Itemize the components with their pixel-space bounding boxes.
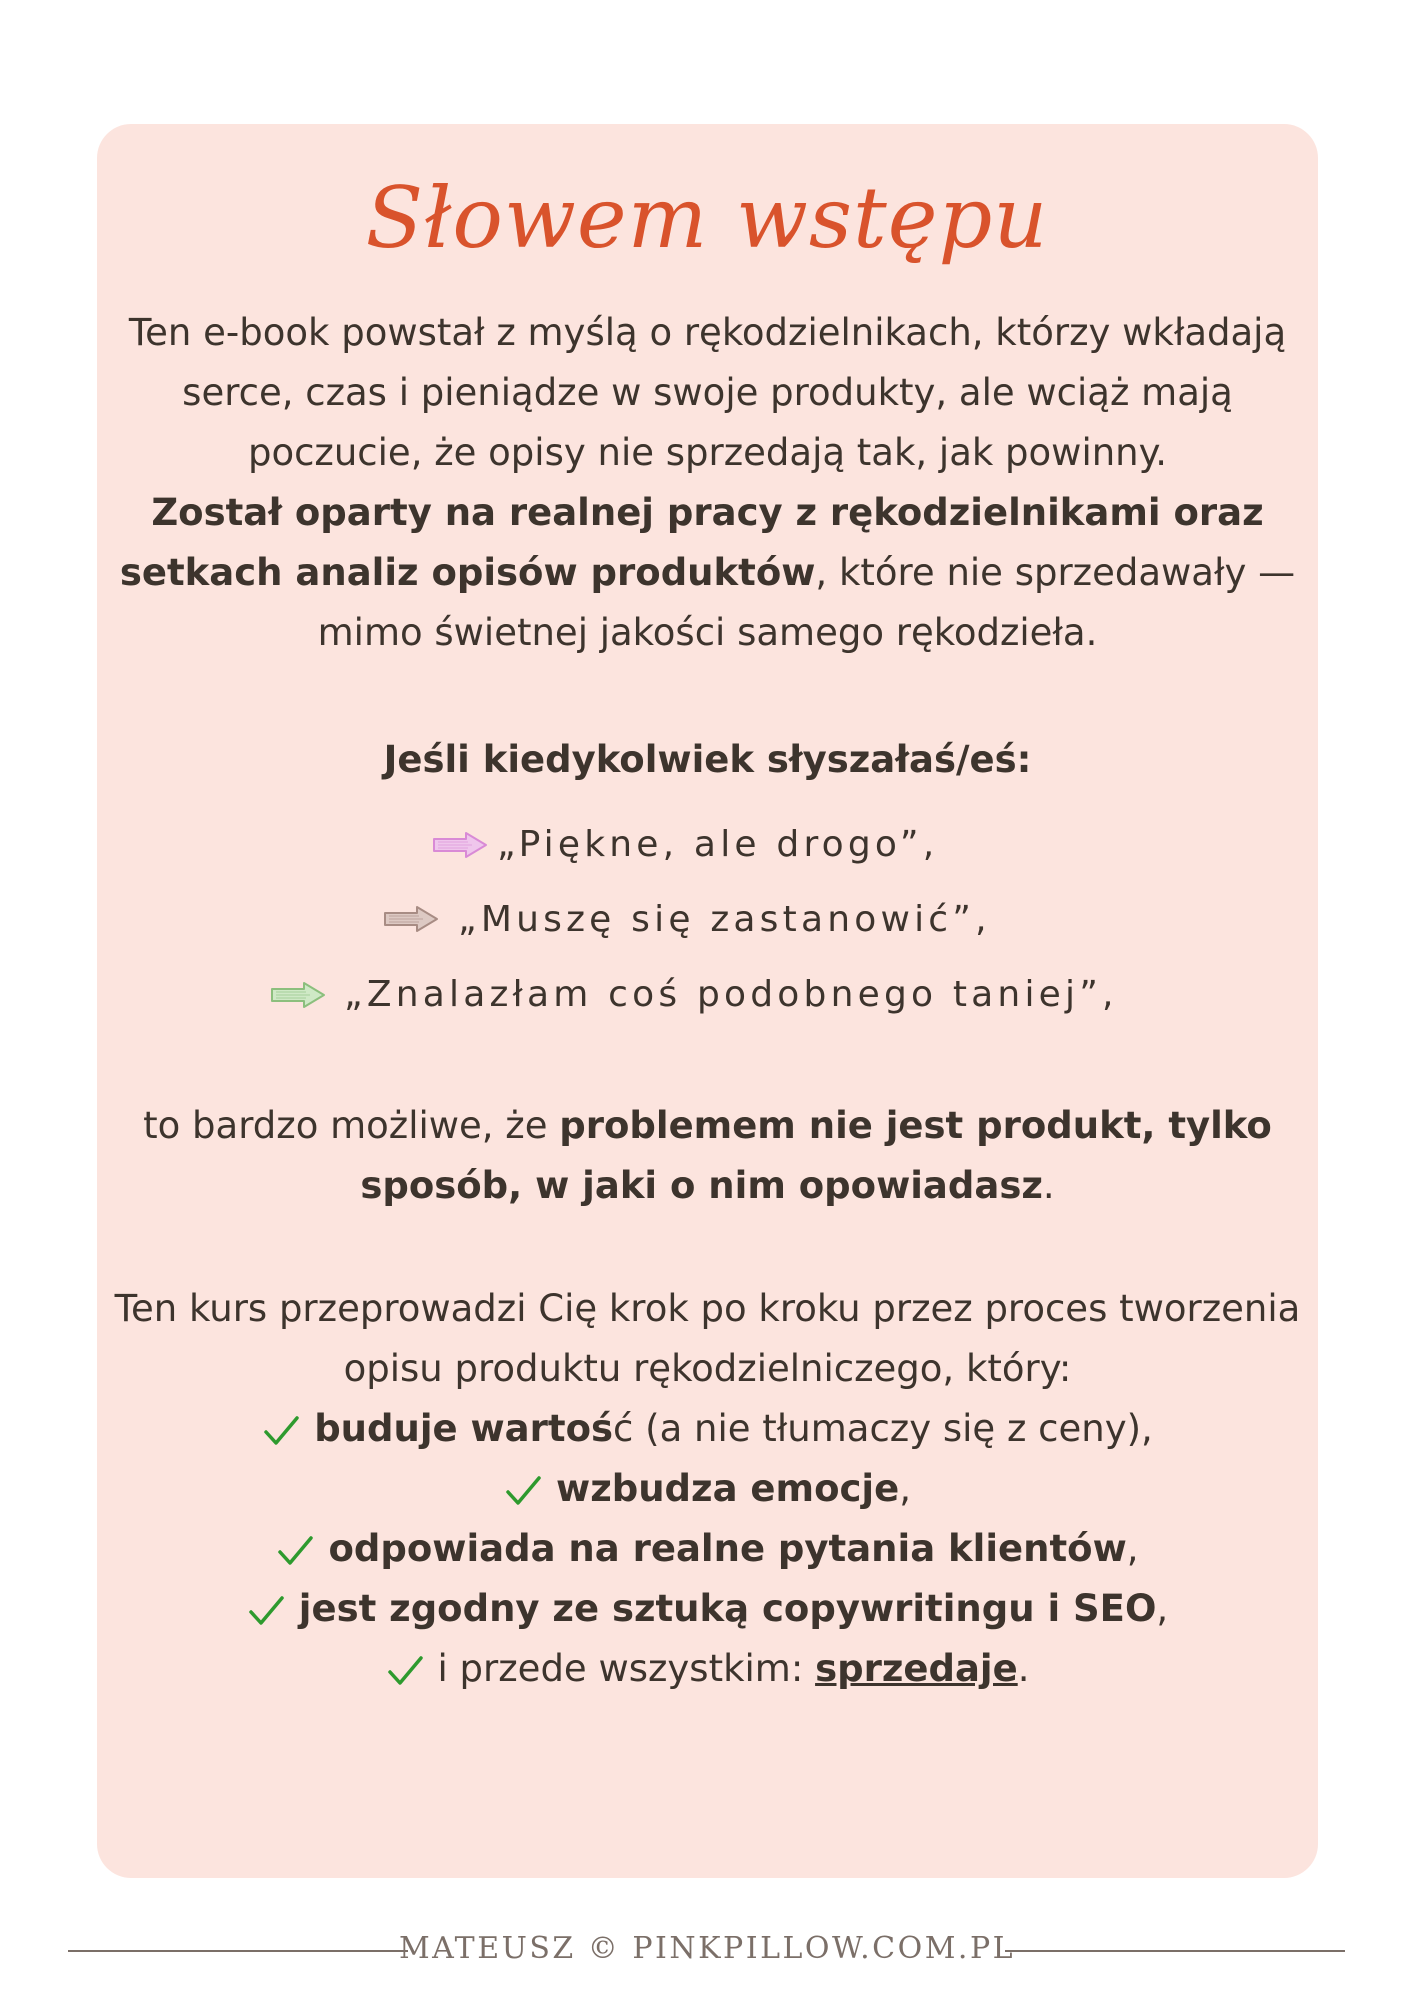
arrow-right-icon bbox=[432, 830, 488, 860]
conclusion-line-1 bbox=[97, 1096, 1318, 1156]
checkmark-icon bbox=[262, 1414, 300, 1448]
benefit-bold: odpowiada na realne pytania klientów bbox=[328, 1527, 1127, 1570]
benefit-bold: buduje wartoś bbox=[314, 1407, 614, 1450]
arrow-right-icon bbox=[270, 980, 326, 1010]
intro-line-5 bbox=[97, 543, 1318, 603]
benefit-item bbox=[97, 1519, 1318, 1579]
checkmark-icon bbox=[386, 1654, 424, 1688]
question-heading bbox=[97, 730, 1318, 790]
benefit-bold: jest zgodny ze sztuką copywritingu i SEO bbox=[298, 1587, 1157, 1630]
benefit-rest: , bbox=[1126, 1527, 1139, 1570]
conclusion-rest-2: . bbox=[1042, 1164, 1055, 1207]
intro-line-3: poczucie, że opisy nie sprzedają tak, jak powinny. bbox=[247, 431, 1168, 474]
benefit-item bbox=[97, 1579, 1318, 1639]
footer-credit: MATEUSZ © PINKPILLOW.COM.PL bbox=[398, 1931, 1016, 1966]
benefit-rest: , bbox=[1156, 1587, 1169, 1630]
quote-3: „Znalazłam coś podobnego taniej”, bbox=[344, 974, 1118, 1015]
course-line-1: Ten kurs przeprowadzi Cię krok po kroku przez proces tworzenia bbox=[114, 1287, 1301, 1330]
benefit-bold: wzbudza emocje bbox=[556, 1467, 900, 1510]
conclusion-plain-1: to bardzo możliwe, że bbox=[143, 1104, 560, 1147]
conclusion-bold-1: problemem nie jest produkt, tylko bbox=[559, 1104, 1272, 1147]
benefit-item bbox=[97, 1399, 1318, 1459]
benefit-item bbox=[97, 1459, 1318, 1519]
intro-line-4 bbox=[97, 483, 1318, 543]
course-line-2: opisu produktu rękodzielniczego, który: bbox=[343, 1347, 1072, 1390]
benefit-item bbox=[97, 1639, 1318, 1699]
quote-1: „Piękne, ale drogo”, bbox=[497, 824, 939, 865]
quote-2: „Muszę się zastanowić”, bbox=[458, 899, 991, 940]
intro-line-2: serce, czas i pieniądze w swoje produkty, ale wciąż mają bbox=[182, 371, 1233, 414]
checkmark-icon bbox=[276, 1534, 314, 1568]
benefit-rest: , bbox=[899, 1467, 911, 1510]
benefit-rest: ć (a nie tłumaczy się z ceny), bbox=[613, 1407, 1153, 1450]
benefit-rest: . bbox=[1017, 1647, 1030, 1690]
benefit-underline: sprzedaje bbox=[815, 1647, 1018, 1690]
arrow-right-icon bbox=[383, 904, 439, 934]
benefit-plain: i przede wszystkim: bbox=[437, 1647, 816, 1690]
intro-bold-5: setkach analiz opisów produktów bbox=[119, 551, 816, 594]
intro-rest-5: , które nie sprzedawały — bbox=[815, 551, 1296, 594]
conclusion-line-2 bbox=[97, 1156, 1318, 1216]
checkmark-icon bbox=[504, 1474, 542, 1508]
page-title: Słowem wstępu bbox=[365, 169, 1049, 267]
intro-line-1: Ten e-book powstał z myślą o rękodzielnikach, którzy wkładają bbox=[128, 311, 1287, 354]
conclusion-bold-2: sposób, w jaki o nim opowiadasz bbox=[360, 1164, 1043, 1207]
intro-line-6: mimo świetnej jakości samego rękodzieła. bbox=[317, 611, 1098, 654]
question-text: Jeśli kiedykolwiek słyszałaś/eś: bbox=[383, 738, 1032, 781]
intro-bold-4: Został oparty na realnej pracy z rękodzielnikami oraz bbox=[151, 491, 1264, 534]
checkmark-icon bbox=[247, 1594, 285, 1628]
